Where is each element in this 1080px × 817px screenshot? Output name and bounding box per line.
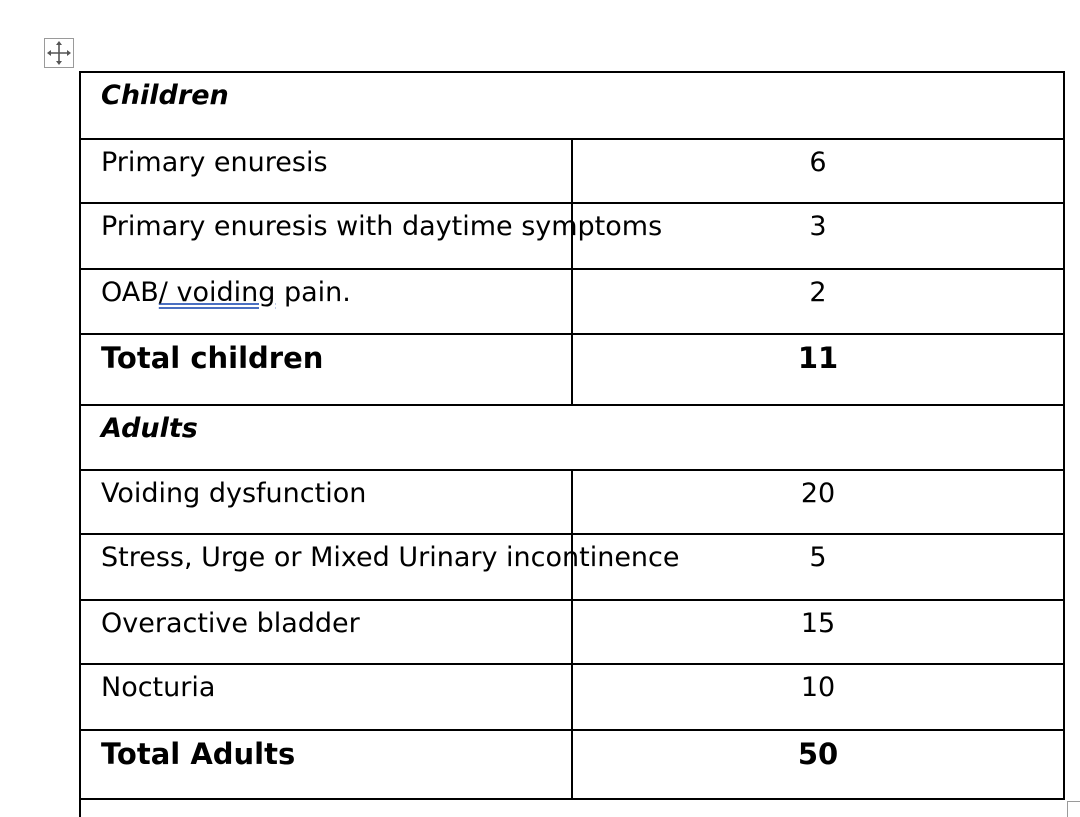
- table-cell-value[interactable]: 6: [572, 139, 1064, 203]
- table-row: [80, 72, 1064, 139]
- table-cell-label[interactable]: Overactive bladder: [80, 600, 572, 664]
- table-cell-label[interactable]: Voiding dysfunction: [80, 470, 572, 534]
- table-cell-value[interactable]: 3: [572, 203, 1064, 269]
- table-cell-label[interactable]: Primary enuresis: [80, 139, 572, 203]
- table-row: [80, 405, 1064, 470]
- table-cell-value[interactable]: 5: [572, 534, 1064, 600]
- table-cell-label[interactable]: [80, 269, 572, 334]
- table-cell-label[interactable]: Stress, Urge or Mixed Urinary incontinence: [80, 534, 572, 600]
- spellcheck-underlined-text: / voiding: [158, 277, 276, 308]
- table-row: [80, 470, 1064, 534]
- table-move-handle[interactable]: [44, 38, 74, 68]
- section-header-adults[interactable]: Adults: [80, 405, 1064, 470]
- label-suffix: pain.: [275, 277, 351, 308]
- total-children-value[interactable]: 11: [572, 334, 1064, 405]
- data-table: [79, 71, 1065, 800]
- table-row: [80, 534, 1064, 600]
- table-row-total: [80, 334, 1064, 405]
- next-row-border: [79, 799, 81, 817]
- table-cell-value[interactable]: 10: [572, 664, 1064, 730]
- table-cell-label[interactable]: Nocturia: [80, 664, 572, 730]
- table-row: [80, 600, 1064, 664]
- total-children-label[interactable]: Total children: [80, 334, 572, 405]
- table-row-total: [80, 730, 1064, 799]
- table-row: [80, 664, 1064, 730]
- label-prefix: OAB: [101, 277, 159, 308]
- move-arrows-icon: [45, 39, 73, 67]
- table-cell-label[interactable]: Primary enuresis with daytime symptoms: [80, 203, 572, 269]
- table-row: [80, 203, 1064, 269]
- table-cell-value[interactable]: 20: [572, 470, 1064, 534]
- table-row: [80, 269, 1064, 334]
- table-row: [80, 139, 1064, 203]
- resize-corner-icon[interactable]: [1067, 801, 1080, 817]
- total-adults-value[interactable]: 50: [572, 730, 1064, 799]
- table-cell-value[interactable]: 2: [572, 269, 1064, 334]
- table-cell-value[interactable]: 15: [572, 600, 1064, 664]
- section-header-children[interactable]: Children: [80, 72, 1064, 139]
- total-adults-label[interactable]: Total Adults: [80, 730, 572, 799]
